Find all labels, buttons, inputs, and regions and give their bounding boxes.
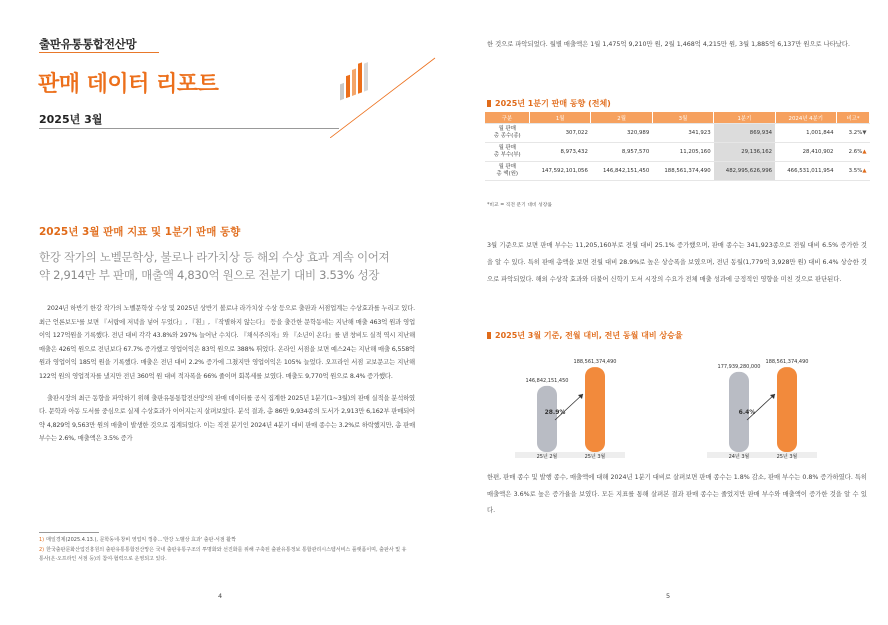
chart-baseline xyxy=(707,452,817,458)
bar-value-label: 146,842,151,450 xyxy=(525,377,569,384)
table-cell: 482,995,626,996 xyxy=(714,162,775,181)
lead-summary xyxy=(39,248,419,284)
table-cell: 466,531,011,954 xyxy=(775,162,836,181)
col-header: 2024년 4분기 xyxy=(775,112,836,124)
row-label: 월 판매 총 종수(종) xyxy=(485,124,530,143)
col-header: 2월 xyxy=(591,112,652,124)
category-label: 24년 3월 xyxy=(728,454,750,460)
footnote-2: 2) 한국출판문화산업진흥원의 출판유통통합전산망은 국내 출판유통구조의 투명화와 선진화를 위해 구축된 출판유통정보 통합관리시스템서비스 플랫폼이며, 출판사 및 유통사(온·오프라인 서점 등)의 참여·협력으로 운영되고 있다. xyxy=(39,546,407,562)
growth-cell: 3.2%▼ xyxy=(837,124,870,143)
table-cell: 869,934 xyxy=(714,124,775,143)
sales-table xyxy=(485,112,870,181)
heading-marker xyxy=(487,100,491,107)
growth-cell: 2.6%▲ xyxy=(837,143,870,162)
table-row xyxy=(485,124,870,143)
table-cell: 188,561,374,490 xyxy=(652,162,713,181)
table-cell: 147,592,101,056 xyxy=(530,162,591,181)
section-title: 2025년 3월 판매 지표 및 1분기 판매 동향 xyxy=(39,226,241,238)
row-label: 월 판매 총 액(원) xyxy=(485,162,530,181)
org-underline xyxy=(39,52,159,53)
paragraph-2: 출판시장의 최근 동향을 파악하기 위해 출판유통통합전산망²의 판매 데이터를 공식 집계한 2025년 1분기(1~3월)의 판매 실적을 분석하였다. 문학과 아동 도서를 중심으로 실제 수상효과가 이어지는지 살펴보았다. 분석 결과, 총 86만 9,934종의 도서가 2,913만 6,162부 판매되어 약 4,829억 9,563만 원의 매출이 발생한 것으로 집계되었다. 이는 직전 분기인 2024년 4분기 대비 판매 종수는 3.2%로 하락했지만, 총 판매 부수는 2.6%, 매출액은 3.5% 증가 xyxy=(39,394,415,443)
report-date: 2025년 3월 xyxy=(39,113,103,126)
decorative-bars-graphic xyxy=(330,48,440,138)
report-title: 판매 데이터 리포트 xyxy=(38,72,219,97)
lead-line-1: 한강 작가의 노벨문학상, 불로나 라가치상 등 해외 수상 효과 계속 이어져 xyxy=(39,250,390,264)
org-name: 출판유통통합전산망 xyxy=(39,37,137,51)
table-cell: 8,973,432 xyxy=(530,143,591,162)
table-cell: 307,022 xyxy=(530,124,591,143)
paragraph-1: 2024년 하반기 한강 작가의 노벨문학상 수상 및 2025년 상반기 볼로냐 라가치상 수상 등으로 출판과 서점업계는 수상효과를 누리고 있다. 최근 언론보도¹를 보면 『서랍에 저녁을 넣어 두었다』, 『흰』, 『작별하지 않는다』 등을 출간한 문학동네는 지난해 매출 463억 원과 영업이익 127억원을 기록했다. 전년 대비 각각 43.8%와 297% 늘어난 수치다. 『채식주의자』와 『소년이 온다』를 낸 창비도 실적 역시 지난해 매출은 426억 원으로 전년보다 67.7% 증가했고 영업이익은 83억 원으로 388% 뛰었다. 온라인 서점을 보면 예스24는 지난해 매출 6,558억 원과 영업이익 185억 원을 기록했다. 매출은 전년 대비 2.2% 증가에 그쳤지만 영업이익은 105% 늘었다. 오프라인 서점 교보문고는 지난해 122억 원의 영업적자를 냈지만 전년 360억 원 대비 적자폭을 66% 줄이며 회복세를 보였다. 매출도 9,770억 원으로 8.4% 증가했다. xyxy=(39,305,415,380)
page-number: 5 xyxy=(666,592,671,600)
right-page xyxy=(444,0,888,625)
growth-cell: 3.5%▲ xyxy=(837,162,870,181)
col-header: 1분기 xyxy=(714,112,775,124)
change-label: 6.4% xyxy=(738,409,756,416)
bar-value-label: 177,939,280,000 xyxy=(717,363,761,370)
row-label: 월 판매 총 부수(부) xyxy=(485,143,530,162)
heading-marker xyxy=(487,332,491,339)
bar xyxy=(777,367,797,452)
up-arrow-icon: ▲ xyxy=(862,149,867,155)
col-header: 구분 xyxy=(485,112,530,124)
down-arrow-icon: ▼ xyxy=(862,130,867,136)
footnote-1: 1) 매일경제(2025.4.13.), 문학동네·창비 영업익 껑충…'한강 노벨상 효과' 출판·서점 활짝 xyxy=(39,537,236,543)
table-cell: 1,001,844 xyxy=(775,124,836,143)
bar-stack-graphic xyxy=(340,62,368,100)
table-cell: 8,957,570 xyxy=(591,143,652,162)
table-cell: 11,205,160 xyxy=(652,143,713,162)
category-label: 25년 2월 xyxy=(536,454,558,460)
page-number: 4 xyxy=(218,592,223,600)
chart-yoy xyxy=(707,359,817,460)
growth-chart xyxy=(487,352,867,460)
chart-baseline xyxy=(515,452,625,458)
date-divider xyxy=(39,128,339,129)
bar-value-label: 188,561,374,490 xyxy=(765,359,809,366)
up-arrow-icon: ▲ xyxy=(862,168,867,174)
table-cell: 29,136,162 xyxy=(714,143,775,162)
continued-text: 한 것으로 파악되었다. 월별 매출액은 1월 1,475억 9,210만 원, 2월 1,468억 4,215만 원, 3월 1,885억 6,137만 원으로 나타났다. xyxy=(487,41,850,48)
bar xyxy=(585,367,605,452)
bar-value-label: 188,561,374,490 xyxy=(573,359,617,366)
col-header: 비고* xyxy=(837,112,870,124)
change-label: 28.9% xyxy=(544,409,566,416)
analysis-paragraph: 3월 기준으로 보면 판매 부수는 11,205,160부로 전월 대비 25.1% 증가했으며, 판매 종수는 341,923종으로 전월 대비 6.5% 증가한 것을 알 수 있다. 특히 판매 총액을 보면 전월 대비 28.9%로 높은 상승폭을 보였으며, 전년 동월(1,779억 3,928만 원) 대비 6.4% 상승한 것으로 파악되었다. 해외 수상작 효과와 더불어 신학기 도서 시장의 수요가 전체 매출 성과에 긍정적인 영향을 미친 것으로 판단된다. xyxy=(487,242,867,283)
body-text xyxy=(39,302,415,446)
col-header: 3월 xyxy=(652,112,713,124)
table-heading: 2025년 1분기 판매 동향 (전체) xyxy=(487,98,611,109)
table-cell: 320,989 xyxy=(591,124,652,143)
footnote-divider xyxy=(39,532,99,533)
table-header-row xyxy=(485,112,870,124)
table-note: *비교 = 직전 분기 대비 성장률 xyxy=(487,203,553,208)
table-row xyxy=(485,162,870,181)
table-row xyxy=(485,143,870,162)
chart-mom xyxy=(515,359,625,460)
footnotes xyxy=(39,536,409,565)
table-cell: 341,923 xyxy=(652,124,713,143)
bar xyxy=(537,386,557,452)
table-cell: 146,842,151,450 xyxy=(591,162,652,181)
col-header: 1월 xyxy=(530,112,591,124)
growth-arrow-icon xyxy=(555,394,583,420)
table-cell: 28,410,902 xyxy=(775,143,836,162)
growth-arrow-icon xyxy=(747,394,775,420)
summary-paragraph: 한편, 판매 종수 및 발행 종수, 매출액에 대해 2024년 1분기 대비로 살펴보면 판매 종수는 1.8% 감소, 판매 부수는 0.8% 증가하였다. 특히 매출액은 3.6%로 높은 증가율을 보였다. 모든 지표를 통해 살펴본 결과 판매 종수는 줄었지만 판매 부수와 매출액이 증가한 것을 알 수 있다. xyxy=(487,474,867,514)
category-label: 25년 3월 xyxy=(584,454,606,460)
lead-line-2: 약 2,914만 부 판매, 매출액 4,830억 원으로 전분기 대비 3.53% 성장 xyxy=(39,268,380,282)
category-label: 25년 3월 xyxy=(776,454,798,460)
chart-heading: 2025년 3월 기준, 전월 대비, 전년 동월 대비 상승율 xyxy=(487,330,683,341)
